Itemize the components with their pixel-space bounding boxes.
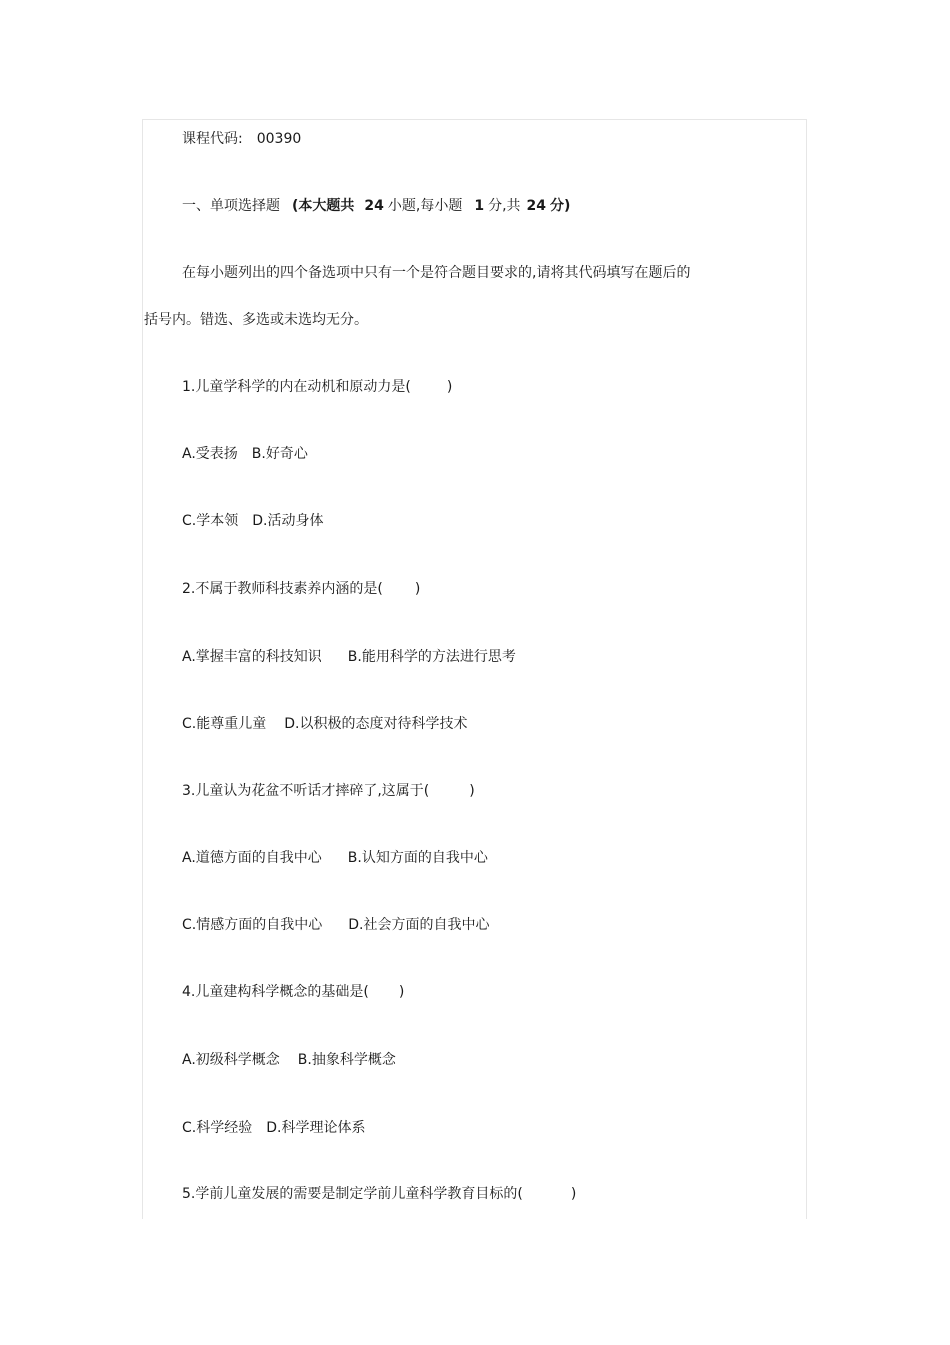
option-c: C.学本领: [182, 513, 239, 529]
section-heading: [182, 196, 570, 216]
question-stem-text: 1.儿童学科学的内在动机和原动力是(: [182, 379, 411, 395]
option-a: A.掌握丰富的科技知识: [182, 649, 322, 665]
option-d: D.以积极的态度对待科学技术: [284, 716, 468, 732]
option-d: D.科学理论体系: [266, 1120, 366, 1136]
option-a: A.初级科学概念: [182, 1052, 280, 1068]
answer-bracket-close: ): [446, 379, 453, 395]
option-c: C.能尊重儿童: [182, 716, 267, 732]
course-code-label: 课程代码:: [182, 131, 243, 147]
option-b: B.好奇心: [251, 446, 308, 462]
question-5-stem: [182, 1184, 576, 1204]
option-d: D.社会方面的自我中心: [348, 917, 490, 933]
option-b: B.能用科学的方法进行思考: [347, 649, 516, 665]
question-4-options-row-1: [182, 1050, 396, 1070]
instruction-line-2: 括号内。错选、多选或未选均无分。: [144, 312, 368, 328]
option-c: C.情感方面的自我中心: [182, 917, 323, 933]
option-b: B.抽象科学概念: [297, 1052, 396, 1068]
question-1-options-row-1: [182, 444, 308, 464]
option-c: C.科学经验: [182, 1120, 253, 1136]
question-stem-text: 5.学前儿童发展的需要是制定学前儿童科学教育目标的(: [182, 1186, 523, 1202]
section-score-each: 1: [474, 198, 485, 214]
section-total-count: 24: [364, 198, 384, 214]
question-1-stem: [182, 377, 452, 397]
question-4-stem: [182, 982, 404, 1002]
question-2-stem: [182, 579, 420, 599]
section-mid1: 小题,每小题: [387, 198, 463, 214]
option-b: B.认知方面的自我中心: [347, 850, 488, 866]
question-1-options-row-2: [182, 511, 323, 531]
question-stem-text: 3.儿童认为花盆不听话才摔碎了,这属于(: [182, 783, 430, 799]
answer-bracket-close: ): [414, 581, 421, 597]
section-mid2: 分,共: [488, 198, 521, 214]
question-3-stem: [182, 781, 475, 801]
question-stem-text: 2.不属于教师科技素养内涵的是(: [182, 581, 383, 597]
question-2-options-row-2: [182, 714, 467, 734]
answer-bracket-close: ): [570, 1186, 577, 1202]
option-a: A.道德方面的自我中心: [182, 850, 322, 866]
question-3-options-row-2: [182, 915, 489, 935]
course-code-line: [182, 129, 301, 149]
question-2-options-row-1: [182, 647, 516, 667]
section-open: (本大题共: [292, 198, 355, 214]
section-total-score: 24: [526, 198, 547, 214]
answer-bracket-close: ): [398, 984, 405, 1000]
course-code-value: 00390: [256, 131, 302, 147]
option-d: D.活动身体: [252, 513, 324, 529]
question-stem-text: 4.儿童建构科学概念的基础是(: [182, 984, 369, 1000]
instruction-line-1: 在每小题列出的四个备选项中只有一个是符合题目要求的,请将其代码填写在题后的: [182, 265, 691, 281]
section-prefix: 一、单项选择题: [182, 198, 280, 214]
section-close: 分): [550, 198, 571, 214]
question-3-options-row-1: [182, 848, 488, 868]
option-a: A.受表扬: [182, 446, 238, 462]
answer-bracket-close: ): [469, 783, 475, 799]
question-4-options-row-2: [182, 1118, 365, 1138]
